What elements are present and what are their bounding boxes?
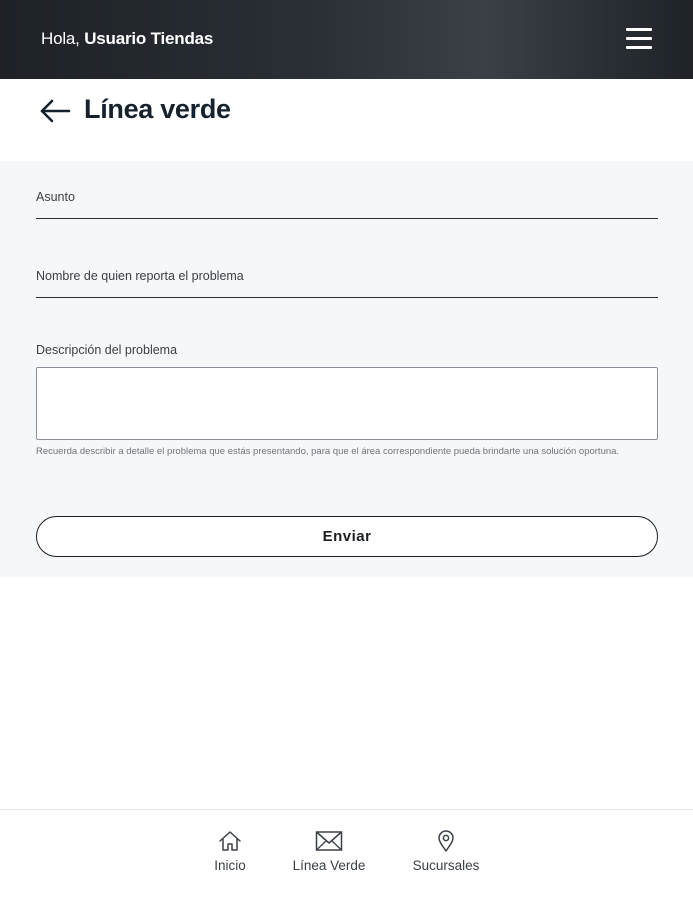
reporter-name-input[interactable] — [36, 274, 658, 298]
greeting — [41, 29, 213, 49]
page-title: Línea verde — [84, 94, 231, 124]
top-bar — [0, 0, 693, 79]
envelope-icon — [315, 830, 343, 852]
nav-label-sucursales: Sucursales — [412, 858, 480, 873]
location-pin-icon — [436, 830, 456, 852]
description-textarea[interactable] — [36, 367, 658, 440]
nav-item-linea-verde[interactable] — [286, 830, 372, 873]
nav-label-linea-verde: Línea Verde — [292, 858, 366, 873]
submit-button[interactable]: Enviar — [36, 516, 658, 557]
description-label: Descripción del problema — [36, 343, 178, 357]
back-arrow-icon[interactable] — [38, 97, 72, 125]
user-name: Usuario Tiendas — [84, 29, 214, 48]
nav-item-inicio[interactable] — [206, 830, 254, 873]
nav-label-inicio: Inicio — [214, 858, 246, 873]
subject-input[interactable] — [36, 195, 658, 219]
hamburger-menu-icon[interactable] — [623, 25, 655, 53]
home-icon — [218, 830, 242, 852]
subject-label: Asunto — [36, 190, 75, 204]
description-hint: Recuerda describir a detalle el problema que estás presentando, para que el área correspondiente pueda brindarte una solución oportuna. — [36, 446, 620, 457]
greeting-prefix: Hola, — [41, 29, 80, 48]
bottom-nav — [0, 809, 693, 900]
reporter-label: Nombre de quien reporta el problema — [36, 269, 244, 283]
nav-item-sucursales[interactable] — [405, 830, 487, 873]
